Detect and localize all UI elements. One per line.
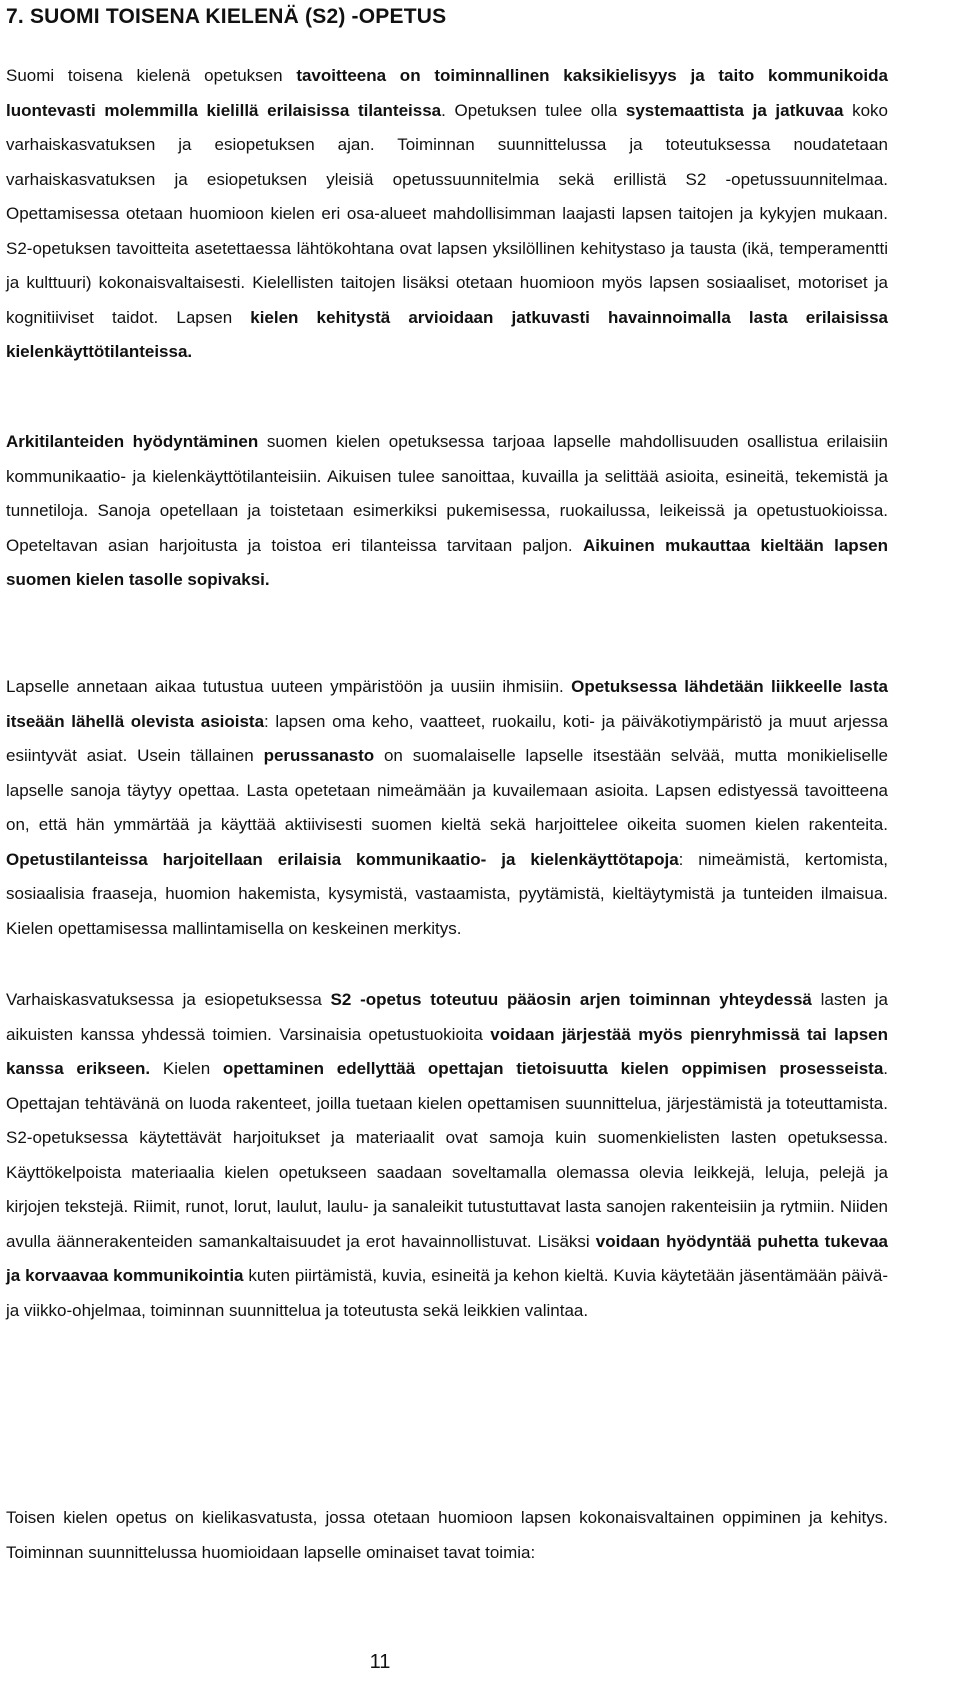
body-text: : lapsen oma keho, vaatteet, ruokailu, koti- ja päiväkotiympäristö ja muut arjessa esiintyvät asiat. Usein tällainen: [6, 711, 888, 766]
paragraph-goals: [6, 59, 888, 370]
emphasized-text: perussanasto: [263, 746, 375, 766]
paragraph-everyday-situations: [6, 425, 888, 598]
body-text: Suomi toisena kielenä opetuksen: [6, 66, 297, 85]
body-text: Toisen kielen opetus on kielikasvatusta, jossa otetaan huomioon lapsen kokonaisvaltainen oppiminen ja kehitys. Toiminnan suunnittelussa huomioidaan lapselle ominaiset tavat toimia:: [6, 1508, 888, 1562]
emphasized-text: opettaminen edellyttää opettajan tietoisuutta kielen oppimisen prosesseista: [222, 1059, 884, 1079]
emphasized-text: Opetustilanteissa harjoitellaan erilaisia kommunikaatio- ja kielenkäyttötapoja: [6, 849, 679, 869]
emphasized-text: tavoitteena on toiminnallinen kaksikielisyys ja taito kommunikoida luontevasti molemmilla kielillä erilaisissa tilanteissa: [6, 66, 888, 120]
emphasized-text: kielen kehitystä arvioidaan jatkuvasti havainnoimalla lasta erilaisissa kielenkäyttötilanteissa.: [6, 307, 888, 362]
paragraph-second-language: [6, 1501, 888, 1570]
emphasized-text: voidaan järjestää myös pienryhmissä tai lapsen kanssa erikseen.: [6, 1024, 888, 1079]
body-text: Varhaiskasvatuksessa ja esiopetuksessa: [6, 990, 331, 1009]
body-text: . Opetuksen tulee olla: [441, 100, 626, 120]
body-text: kuten piirtämistä, kuvia, esineitä ja kehon kieltä. Kuvia käytetään jäsentämään päivä- ja viikko-ohjelmaa, toiminnan suunnittelua ja toteutusta sekä leikkien valintaa.: [6, 1266, 888, 1320]
paragraph-s2-teaching: [6, 983, 888, 1328]
emphasized-text: voidaan hyödyntää puhetta tukevaa ja korvaavaa kommunikointia: [6, 1231, 888, 1286]
section-heading: 7. SUOMI TOISENA KIELENÄ (S2) -OPETUS: [6, 5, 447, 28]
body-text: Lapselle annetaan aikaa tutustua uuteen ympäristöön ja uusiin ihmisiin.: [6, 677, 572, 696]
emphasized-text: Arkitilanteiden hyödyntäminen: [6, 432, 259, 451]
body-text: . Opettajan tehtävänä on luoda rakenteet, joilla tuetaan kielen opettamisen suunnittelua, järjestämistä ja toteuttamista. S2-opetuksessa käytettävät harjoitukset ja materiaalit ovat samoja kuin suomenkielisten lasten opetuksessa. Käyttökelpoista materiaalia kielen opetukseen saadaan soveltamalla olemassa olevia leikkejä, leluja, pelejä ja kirjojen tekstejä. Riimit, runot, lorut, laulut, laulu- ja sanaleikit tutustuttavat lasta sanojen rakenteisiin ja rytmiin. Niiden avulla äännerakenteiden samankaltaisuudet ja erot havainnollistuvat. Lisäksi: [6, 1059, 889, 1251]
page-number: 11: [369, 1651, 391, 1673]
body-text: on suomalaiselle lapselle itsestään selvää, mutta monikieliselle lapselle sanoja täytyy opettaa. Lasta opetetaan nimeämään ja kuvailemaan asioita. Lapsen edistyessä tavoitteena on, että hän ymmärtää ja käyttää aktiivisesti suomen kieltä sekä harjoittelee oikeita suomen kielen rakenteita.: [6, 746, 888, 835]
body-text: lasten ja aikuisten kanssa yhdessä toimien. Varsinaisia opetustuokioita: [6, 990, 888, 1044]
body-text: suomen kielen opetuksessa tarjoaa lapselle mahdollisuuden osallistua erilaisiin kommunikaatio- ja kielenkäyttötilanteisiin. Aikuisen tulee sanoittaa, kuvailla ja selittää asioita, esineitä, tekemistä ja tunnetiloja. Sanoja opetellaan ja toistetaan esimerkiksi pukemisessa, ruokailussa, leikeissä ja opetustuokioissa. Opeteltavan asian harjoitusta ja toistoa eri tilanteissa tarvitaan paljon.: [6, 432, 888, 555]
emphasized-text: Aikuinen mukauttaa kieltään lapsen suomen kielen tasolle sopivaksi.: [6, 535, 888, 590]
emphasized-text: Opetuksessa lähdetään liikkeelle lasta itseään lähellä olevista asioista: [6, 677, 888, 731]
body-text: koko varhaiskasvatuksen ja esiopetuksen ajan. Toiminnan suunnittelussa ja toteutuksessa noudatetaan varhaiskasvatuksen ja esiopetuksen yleisiä opetussuunnitelmia sekä erillistä S2 -opetussuunnitelmaa. Opettamisessa otetaan huomioon kielen eri osa-alueet mahdollisimman laajasti lapsen taitojen ja kykyjen mukaan. S2-opetuksen tavoitteita asetettaessa lähtökohtana ovat lapsen yksilöllinen kehitystaso ja tausta (ikä, temperamentti ja kulttuuri) kokonaisvaltaisesti. Kielellisten taitojen lisäksi otetaan huomioon myös lapsen sosiaaliset, motoriset ja kognitiiviset taidot. Lapsen: [6, 100, 888, 327]
body-text: : nimeämistä, kertomista, sosiaalisia fraaseja, huomion hakemista, kysymistä, vastaamista, pyytämistä, kieltäytymistä ja tunteiden ilmaisua. Kielen opettamisessa mallintamisella on keskeinen merkitys.: [6, 849, 888, 938]
body-text: Kielen: [150, 1059, 223, 1079]
emphasized-text: systemaattista ja jatkuvaa: [625, 100, 844, 120]
emphasized-text: S2 -opetus toteutuu pääosin arjen toiminnan yhteydessä: [330, 990, 812, 1009]
paragraph-vocabulary: [6, 670, 888, 946]
